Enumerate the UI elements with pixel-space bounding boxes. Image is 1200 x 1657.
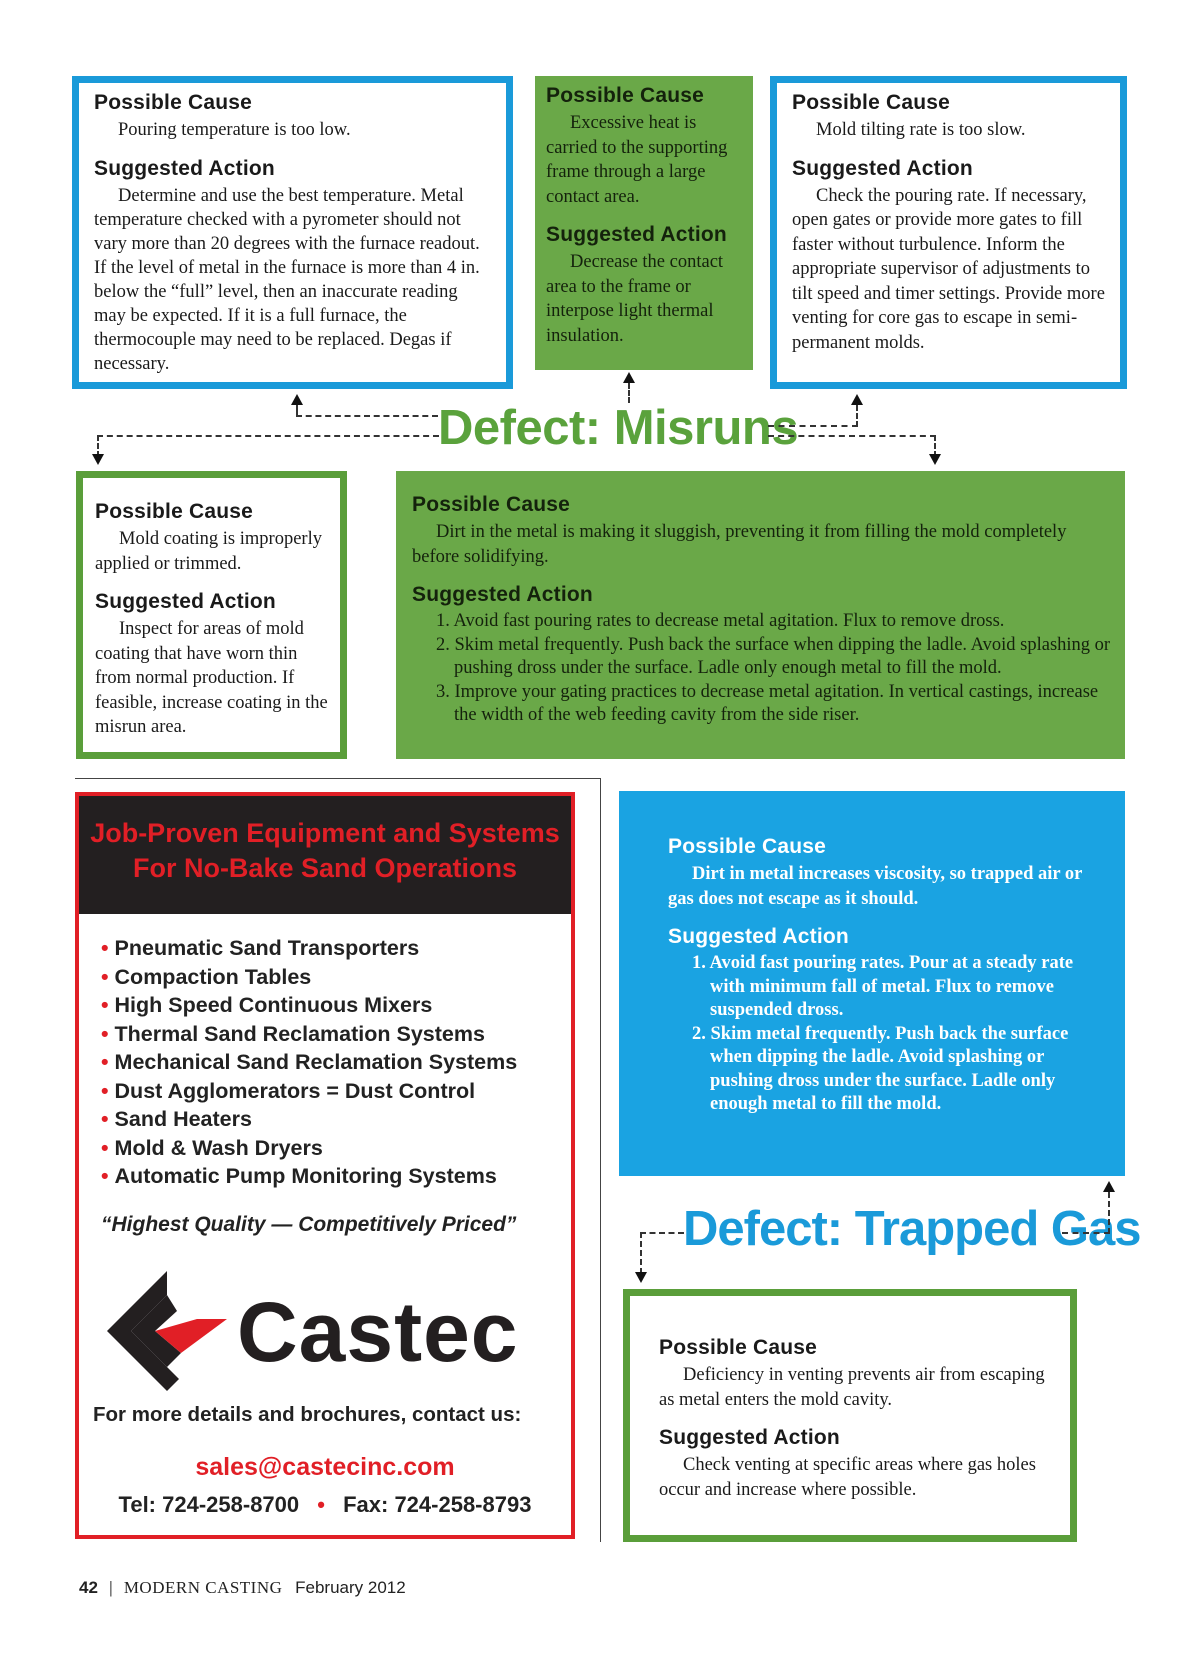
action-text: Check venting at specific areas where gas holes occur and increase where possible. [659,1455,1036,1500]
issue-date: February 2012 [295,1578,406,1597]
bullet-icon: • [101,1050,109,1074]
ad-product-item: • Thermal Sand Reclamation Systems [101,1021,485,1046]
trapped-gas-cause-box-2 [623,1289,1077,1542]
castec-logo [79,1267,571,1397]
page-footer [79,1578,406,1598]
ad-header [79,796,571,914]
connector-line [768,435,936,457]
bullet-icon: • [101,1107,109,1131]
action-heading: Suggested Action [94,156,275,180]
ad-product-item: • Mold & Wash Dryers [101,1135,323,1160]
ad-product-item: • Compaction Tables [101,964,312,989]
ad-headline-2: For No-Bake Sand Operations [132,853,518,883]
ad-product-list [101,934,571,1191]
ad-fax: Fax: 724-258-8793 [343,1491,532,1517]
ad-product-item: • Dust Agglomerators = Dust Control [101,1078,476,1103]
list-item: 2. Skim metal frequently. Push back the surface when dipping the ladle. Avoid splashing or pushing dross under the surface. Ladle only enough metal to fill the mold. [436,634,1111,678]
arrow-down-icon [92,454,104,465]
cause-heading: Possible Cause [668,835,827,858]
cause-heading: Possible Cause [94,91,253,114]
ad-product-item: • Mechanical Sand Reclamation Systems [101,1050,518,1074]
connector-line [1062,1192,1110,1234]
cause-text: Pouring temperature is too low. [118,120,351,140]
connector-line [640,1232,684,1274]
trapped-gas-title: Defect: Trapped Gas [683,1202,1141,1256]
action-list [668,952,1095,1117]
list-item: 1. Avoid fast pouring rates. Pour at a steady rate with minimum fall of metal. Flux to remove suspended dross. [692,953,1074,1020]
list-item: 3. Improve your gating practices to decrease metal agitation. In vertical castings, increase the width of the web feeding cavity from the side riser. [436,681,1099,725]
ad-product-item: • Sand Heaters [101,1107,252,1131]
misruns-cause-box-4 [76,471,347,759]
connector-line [296,405,438,417]
arrow-up-icon [1103,1181,1115,1192]
cause-heading: Possible Cause [546,84,705,107]
misruns-title: Defect: Misruns [438,401,799,455]
cause-text: Mold tilting rate is too slow. [816,120,1026,140]
action-heading: Suggested Action [668,925,849,948]
castec-logo-icon [97,1271,237,1391]
ad-phone-fax [79,1492,571,1518]
list-item: 2. Skim metal frequently. Push back the surface when dipping the ladle. Avoid splashing or pushing dross under the surface. Ladle only enough metal to fill the mold. [692,1023,1069,1114]
ad-product-item: • High Speed Continuous Mixers [101,993,433,1017]
page-number: 42 [79,1578,98,1597]
bullet-icon: • [101,1078,109,1103]
ad-tel: Tel: 724-258-8700 [118,1491,300,1517]
action-text: Inspect for areas of mold coating that have worn thin from normal production. If feasible, increase coating in the misrun area. [95,619,328,737]
connector-line [768,405,858,427]
cause-text: Deficiency in venting prevents air from escaping as metal enters the mold cavity. [659,1365,1045,1410]
cause-heading: Possible Cause [792,91,951,114]
action-text: Determine and use the best temperature. Metal temperature checked with a pyrometer should not vary more than 20 degrees with the furnace readout. If the level of metal in the furnace is more than 4 in. below the “full” level, then an inaccurate reading may be expected. If it is a full furnace, the thermocouple may need to be replaced. Degas if necessary. [94,185,480,374]
cause-text: Dirt in the metal is making it sluggish, preventing it from filling the mold completely before solidifying. [412,522,1067,567]
action-heading: Suggested Action [659,1426,840,1449]
ad-email-link[interactable]: sales@castecinc.com [195,1452,455,1481]
bullet-icon: • [101,1135,109,1160]
cause-text: Dirt in metal increases viscosity, so trapped air or gas does not escape as it should. [668,864,1083,909]
arrow-down-icon [929,454,941,465]
bullet-icon: • [101,936,109,960]
cause-heading: Possible Cause [659,1336,818,1359]
magazine-name: MODERN CASTING [123,1578,283,1597]
ad-product-item: • Automatic Pump Monitoring Systems [101,1164,497,1188]
action-heading: Suggested Action [546,223,727,246]
connector-line [628,383,630,403]
ad-headline-1: Job-Proven Equipment and Systems [90,818,560,848]
cause-text: Mold coating is improperly applied or trimmed. [95,529,322,574]
trapped-gas-cause-box-1 [619,791,1125,1176]
ad-product-item: • Pneumatic Sand Transporters [101,936,420,960]
list-item: 1. Avoid fast pouring rates to decrease metal agitation. Flux to remove dross. [436,611,1005,631]
misruns-cause-box-3 [770,76,1127,389]
cause-heading: Possible Cause [95,500,254,523]
action-heading: Suggested Action [412,583,593,606]
cause-heading: Possible Cause [412,493,571,516]
action-text: Check the pouring rate. If necessary, open gates or provide more gates to fill faster without turbulence. Inform the appropriate supervisor of adjustments to tilt speed and timer settings. Provide more venting for core gas to escape in semi-permanent molds. [792,185,1105,353]
arrow-up-icon [291,394,303,405]
misruns-cause-box-2 [535,76,753,370]
castec-advertisement[interactable] [75,792,575,1539]
bullet-icon: • [101,1164,109,1188]
ad-contact-prompt: For more details and brochures, contact us: [93,1402,522,1426]
arrow-up-icon [623,372,635,383]
misruns-cause-box-1 [72,76,513,389]
bullet-icon: • [101,1021,109,1046]
misruns-cause-box-5 [396,471,1125,759]
arrow-down-icon [635,1272,647,1283]
connector-line [97,435,439,457]
footer-divider: | [108,1578,114,1597]
bullet-icon: • [101,964,109,989]
arrow-up-icon [851,394,863,405]
cause-text: Excessive heat is carried to the supporting frame through a large contact area. [546,113,728,207]
action-list [412,610,1113,728]
action-heading: Suggested Action [792,156,973,180]
bullet-icon: • [101,993,109,1017]
ad-tagline: “Highest Quality — Competitively Priced” [101,1212,517,1236]
bullet-icon: • [317,1491,325,1517]
action-heading: Suggested Action [95,590,276,613]
castec-wordmark: Castec [237,1284,519,1379]
action-text: Decrease the contact area to the frame or interpose light thermal insulation. [546,252,724,346]
